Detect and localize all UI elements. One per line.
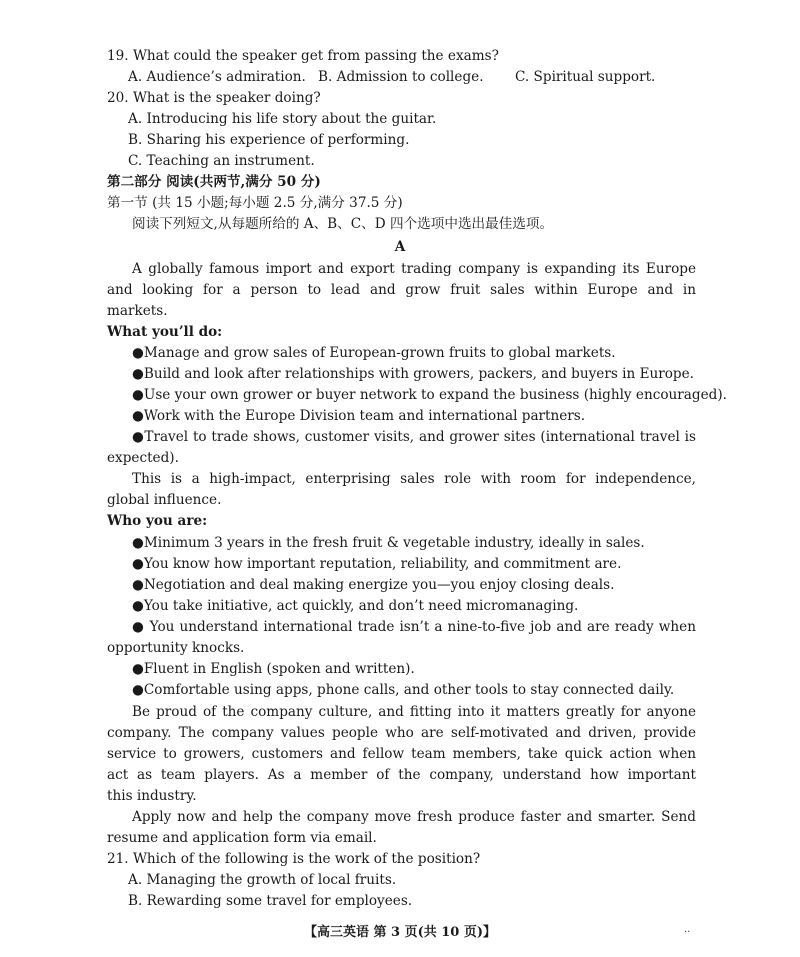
who-you-are-heading: Who you are: [107,513,208,529]
do-item-4: ●Work with the Europe Division team and international partners. [132,408,586,424]
are-item-1: ●Minimum 3 years in the fresh fruit & vegetable industry, ideally in sales. [132,535,645,551]
intro-line-2: and looking for a person to lead and grow fruit sales within Europe and in [107,282,696,298]
are-item-4: ●You take initiative, act quickly, and don’t need micromanaging. [132,598,579,614]
q20-option-b: B. Sharing his experience of performing. [128,132,410,148]
corner-mark: ·· [684,927,691,938]
culture-line-4: act as team players. As a member of the company, understand how important [107,767,696,783]
q20-option-a: A. Introducing his life story about the guitar. [128,111,437,127]
page-footer: 【高三英语 第 3 页(共 10 页)】 [303,925,497,940]
apply-line-2: resume and application form via email. [107,830,377,846]
are-item-6: ●Fluent in English (spoken and written). [132,661,415,677]
q19-options [128,67,697,88]
q21-stem: 21. Which of the following is the work of the position? [107,851,481,867]
do-item-5-line-1: ●Travel to trade shows, customer visits, and grower sites (international travel is [132,429,696,445]
culture-line-3: service to growers, customers and fellow team members, take quick action when [107,746,696,762]
culture-line-5: this industry. [107,788,197,804]
are-item-3: ●Negotiation and deal making energize you—you enjoy closing deals. [132,577,615,593]
role-line-2: global influence. [107,492,222,508]
q19-stem: 19. What could the speaker get from passing the exams? [107,48,499,64]
q19-option-c: C. Spiritual support. [515,69,656,85]
q19-option-b: B. Admission to college. [318,69,484,85]
passage-label: A [394,239,406,255]
what-youll-do-heading: What you’ll do: [107,324,223,340]
part2-title: 第二部分 阅读(共两节,满分 50 分) [107,174,321,190]
are-item-5-line-2: opportunity knocks. [107,640,245,656]
culture-line-1: Be proud of the company culture, and fitting into it matters greatly for anyone [132,704,696,720]
apply-line-1: Apply now and help the company move fresh produce faster and smarter. Send [132,809,696,825]
culture-line-2: company. The company values people who are self-motivated and driven, provide [107,725,696,741]
intro-line-1: A globally famous import and export trading company is expanding its Europe [132,261,696,277]
role-line-1: This is a high-impact, enterprising sales role with room for independence, [132,471,696,487]
q21-option-b: B. Rewarding some travel for employees. [128,893,413,909]
do-item-2: ●Build and look after relationships with growers, packers, and buyers in Europe. [132,366,694,382]
are-item-7: ●Comfortable using apps, phone calls, and other tools to stay connected daily. [132,682,675,698]
do-item-1: ●Manage and grow sales of European-grown fruits to global markets. [132,345,616,361]
q20-stem: 20. What is the speaker doing? [107,90,321,106]
do-item-5-line-2: expected). [107,450,179,466]
q20-option-c: C. Teaching an instrument. [128,153,315,169]
are-item-5-line-1: ● You understand international trade isn’t a nine-to-five job and are ready when [132,619,696,635]
section1-title: 第一节 (共 15 小题;每小题 2.5 分,满分 37.5 分) [107,195,403,211]
q21-option-a: A. Managing the growth of local fruits. [128,872,397,888]
are-item-2: ●You know how important reputation, reliability, and commitment are. [132,556,622,572]
reading-instruction: 阅读下列短文,从每题所给的 A、B、C、D 四个选项中选出最佳选项。 [132,216,554,232]
intro-line-3: markets. [107,303,168,319]
q19-option-a: A. Audience’s admiration. [128,69,306,85]
do-item-3: ●Use your own grower or buyer network to expand the business (highly encouraged). [132,387,727,403]
